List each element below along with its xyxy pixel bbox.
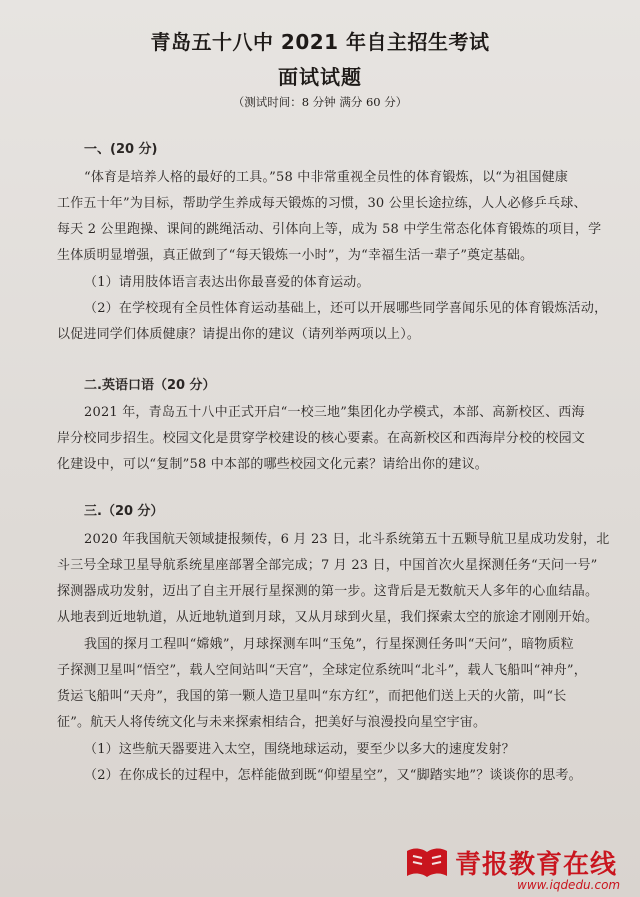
section3-heading: 三.（20 分） [84,504,164,519]
section3-paragraph-line: 货运飞船叫“天舟”，我国的第一颗人造卫星叫“东方红”，而把他们送上天的火箭，叫“长 [57,689,567,704]
section3-paragraph-line: 探测器成功发射，迈出了自主开展行星探测的第一步。这背后是无数航天人多年的心血结晶。 [57,584,599,599]
section3-paragraph-line: 2020 年我国航天领域捷报频传，6 月 23 日，北斗系统第五十五颗导航卫星成功发射，北 [84,532,610,547]
section3-paragraph-line: 征”。航天人将传统文化与未来探索相结合，把美好与浪漫投向星空宇宙。 [57,715,487,730]
section1-paragraph-line: 工作五十年”为目标，帮助学生养成每天锻炼的习惯，30 公里长途拉练，人人必修乒乓球、 [57,196,587,211]
section3-question-1: （1）这些航天器要进入太空，围绕地球运动，要至少以多大的速度发射？ [84,742,515,757]
section2-paragraph-line: 岸分校同步招生。校园文化是贯穿学校建设的核心要素。在高新校区和西海岸分校的校园文 [57,431,586,446]
section1-question-2: （2）在学校现有全员性体育运动基础上，还可以开展哪些同学喜闻乐见的体育锻炼活动， [84,301,608,316]
section1-paragraph-line: 每天 2 公里跑操、课间的跳绳活动、引体向上等，成为 58 中学生常态化体育锻炼的项目，学 [57,222,602,237]
section2-paragraph-line: 化建设中，可以“复制”58 中本部的哪些校园文化元素？请给出你的建议。 [57,457,488,472]
exam-subtitle: 面试试题 [278,65,362,89]
section3-paragraph-line: 斗三号全球卫星导航系统星座部署全部完成；7 月 23 日，中国首次火星探测任务“天问一号” [57,558,598,573]
section1-question-2-cont: 以促进同学们体质健康？请提出你的建议（请列举两项以上）。 [57,327,421,342]
watermark [405,838,640,897]
section3-paragraph-line: 我国的探月工程叫“嫦娥”，月球探测车叫“玉兔”，行星探测任务叫“天问”，暗物质粒 [84,637,574,652]
section2-heading: 二.英语口语（20 分） [84,378,216,393]
section3-paragraph-line: 从地表到近地轨道，从近地轨道到月球，又从月球到火星，我们探索太空的旅途才刚刚开始。 [57,610,599,625]
section1-paragraph-line: 生体质明显增强，真正做到了“每天锻炼一小时”，为“幸福生活一辈子”奠定基础。 [57,248,534,263]
watermark-name: 青报教育在线 [455,850,618,880]
open-book-icon [405,846,449,880]
exam-title: 青岛五十八中 2021 年自主招生考试 [150,30,490,54]
section3-paragraph-line: 子探测卫星叫“悟空”，载人空间站叫“天宫”，全球定位系统叫“北斗”，载人飞船叫“神舟”， [57,663,587,678]
section2-paragraph-line: 2021 年，青岛五十八中正式开启“一校三地”集团化办学模式，本部、高新校区、西海 [84,405,585,420]
section1-paragraph-line: “体育是培养人格的最好的工具。”58 中非常重视全员性的体育锻炼，以“为祖国健康 [84,170,569,185]
exam-meta: （测试时间：8 分钟 满分 60 分） [232,95,408,109]
watermark-url: www.iqdedu.com [517,878,621,892]
section3-question-2: （2）在你成长的过程中，怎样能做到既“仰望星空”，又“脚踏实地”？谈谈你的思考。 [84,768,582,783]
section1-question-1: （1）请用肢体语言表达出你最喜爱的体育运动。 [84,275,370,290]
section1-heading: 一、(20 分) [84,142,158,157]
